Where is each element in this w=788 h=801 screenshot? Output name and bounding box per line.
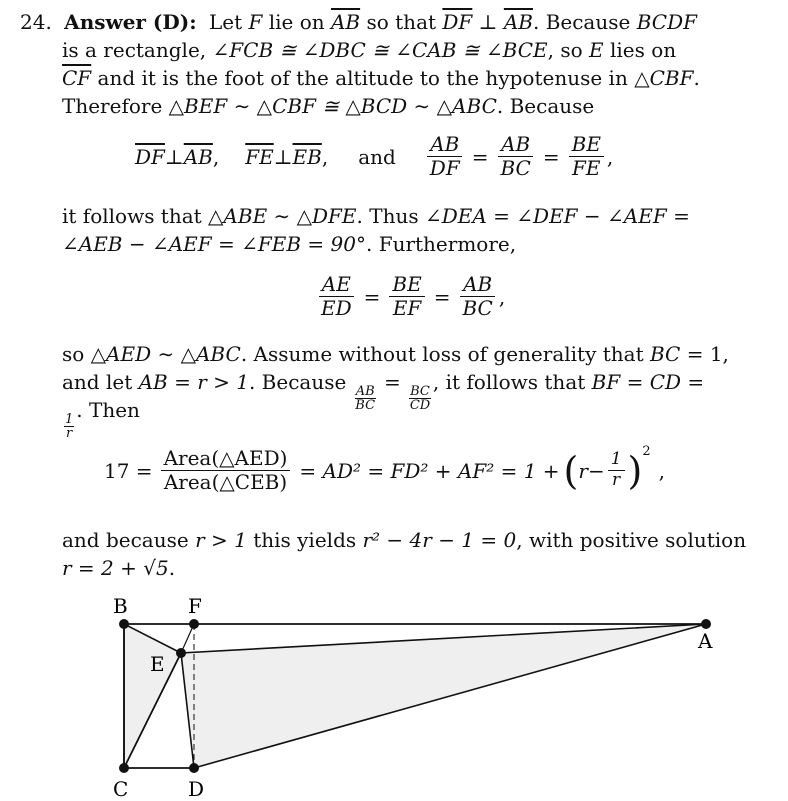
- small-fraction-ab-bc: $\frac{AB}{BC}$: [355, 384, 376, 413]
- problem-number: 24.: [20, 10, 52, 34]
- line-8: and let AB = r > 1. Because $\frac{AB}{BC}$ = $\frac{BC}{CD}$ , it follows that BF = CD =: [62, 370, 705, 413]
- small-fraction-1-r: $\frac{1}{r}$: [65, 412, 74, 441]
- label-b: B: [113, 594, 128, 618]
- line-10: and because r > 1 this yields r² − 4r − 1 = 0, with positive solution: [62, 528, 747, 552]
- line-6: ∠AEB − ∠AEF = ∠FEB = 90°. Furthermore,: [62, 232, 517, 256]
- fraction-be-fe: $\frac{BE}{FE}$: [569, 134, 604, 179]
- fraction-ab-df: $\frac{AB}{DF}$: [427, 134, 463, 179]
- fraction-ae-ed: $\frac{AE}{ED}$: [318, 274, 355, 319]
- point-d: [189, 763, 199, 773]
- label-c: C: [113, 777, 129, 801]
- triangle-aed-shade: [181, 624, 706, 768]
- label-e: E: [150, 652, 165, 676]
- fraction-area-ratio: $\frac{\text{Area(△AED)}}{\text{Area(△CEB)}}$: [161, 448, 291, 493]
- display-equation-2: $\frac{AE}{ED}$ = $\frac{BE}{EF}$ = $\frac{AB}{BC}$ ,: [315, 274, 505, 319]
- line-4: Therefore △BEF ∼ △CBF ≅ △BCD ∼ △ABC. Because: [62, 94, 595, 118]
- label-f: F: [188, 594, 202, 618]
- fraction-1-r: $\frac{1}{r}$: [608, 451, 625, 490]
- triangle-bec-shade: [124, 624, 181, 768]
- line-7: so △AED ∼ △ABC. Assume without loss of generality that BC = 1,: [62, 342, 729, 366]
- small-fraction-bc-cd: $\frac{BC}{CD}$: [409, 384, 431, 413]
- point-e: [176, 648, 186, 658]
- point-f: [189, 619, 199, 629]
- label-d: D: [188, 777, 205, 801]
- point-b: [119, 619, 129, 629]
- fraction-be-ef: $\frac{BE}{EF}$: [389, 274, 424, 319]
- label-a: A: [698, 629, 713, 653]
- display-equation-3: 17 = $\frac{\text{Area(△AED)}}{\text{Area(△CEB)}}$ = AD² = FD² + AF² = 1 + ( r − $\frac{1}{r}$ ) $^2$ ,: [104, 444, 665, 494]
- point-a: [701, 619, 711, 629]
- line-5: it follows that △ABE ∼ △DFE. Thus ∠DEA = ∠DEF − ∠AEF =: [62, 204, 690, 228]
- line-9: $\frac{1}{r}$ . Then: [65, 398, 140, 441]
- answer-label: Answer (D):: [64, 10, 197, 34]
- line-2: is a rectangle, ∠FCB ≅ ∠DBC ≅ ∠CAB ≅ ∠BCE, so E lies on: [62, 38, 677, 62]
- display-equation-1: $\overline{DF}$ ⊥ $\overline{AB}$ , $\overline{FE}$ ⊥ $\overline{EB}$ , and $\frac{AB}{DF}$ = $\frac{AB}{BC}$ = $\frac{BE}{FE}$ ,: [135, 132, 614, 180]
- line-3: $\overline{CF}$ and it is the foot of the altitude to the hypotenuse in △CBF.: [62, 66, 700, 90]
- fraction-ab-bc: $\frac{AB}{BC}$: [497, 134, 533, 179]
- line-1: 24. Answer (D): Let F lie on $\overline{AB}$ so that $\overline{DF}$ ⊥ $\overline{AB}$. Because BCDF: [20, 10, 697, 34]
- line-11: r = 2 + √5.: [62, 556, 176, 580]
- fraction-ab-bc-2: $\frac{AB}{BC}$: [459, 274, 495, 319]
- point-c: [119, 763, 129, 773]
